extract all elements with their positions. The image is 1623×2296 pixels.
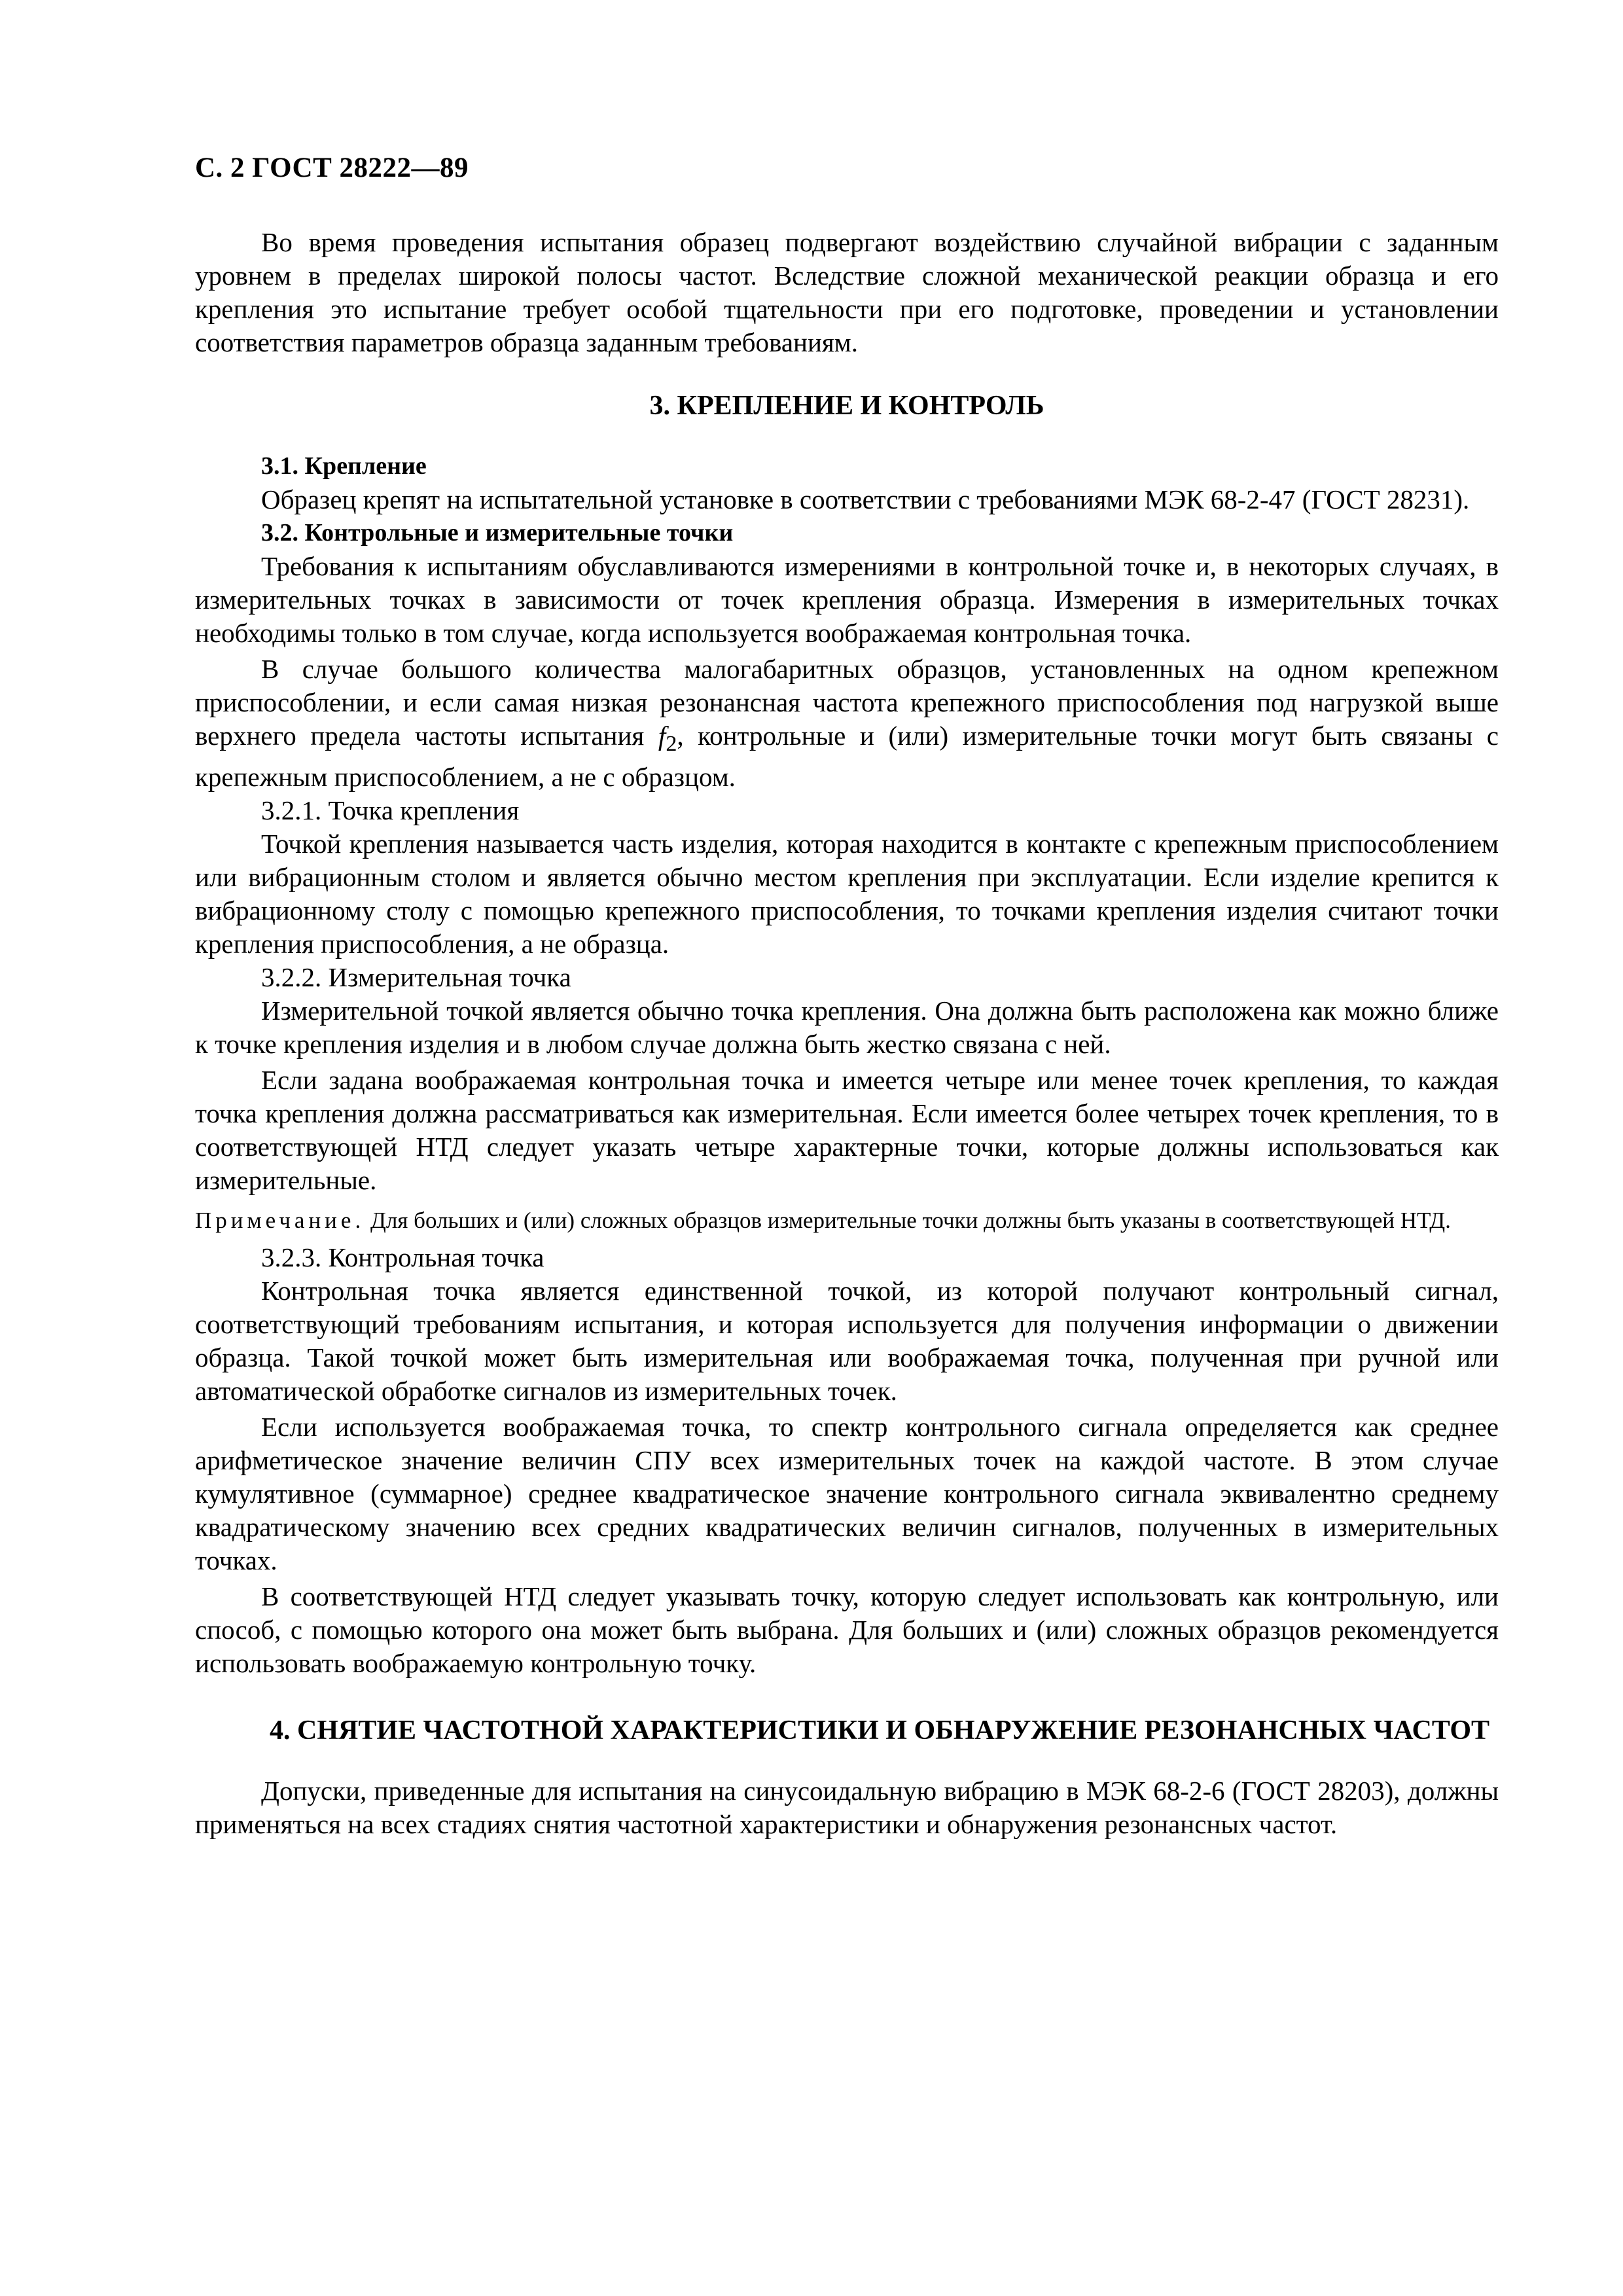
section-4-title: 4. СНЯТИЕ ЧАСТОТНОЙ ХАРАКТЕРИСТИКИ И ОБНАРУЖЕНИЕ РЕЗОНАНСНЫХ ЧАСТОТ bbox=[269, 1715, 1490, 1746]
subsection-3-2-3-paragraph-3: В соответствующей НТД следует указывать точку, которую следует использовать как контрольную, или способ, с помощью которого она может быть выбрана. Для больших и (или) сложных образцов рекомендуется использовать воображаемую контрольную точку. bbox=[195, 1581, 1499, 1679]
section-4-text: Допуски, приведенные для испытания на синусоидальную вибрацию в МЭК 68-2-6 (ГОСТ 28203), должны применяться на всех стадиях снятия частотной характеристики и обнаружения резонансных частот. bbox=[195, 1776, 1499, 1840]
paragraph-text: , контрольные и (или) измерительные точки могут быть связаны с крепежным приспособлением, а не с образцом. bbox=[195, 721, 1499, 793]
subsection-3-1-text: Образец крепят на испытательной установке в соответствии с требованиями МЭК 68-2-47 (ГОСТ 28231). bbox=[261, 484, 1470, 514]
subsection-3-2-title: 3.2. Контрольные и измерительные точки bbox=[261, 519, 734, 547]
subsection-3-2-2-title: 3.2.2. Измерительная точка bbox=[261, 962, 571, 993]
frequency-symbol: f bbox=[658, 721, 666, 751]
page-header: С. 2 ГОСТ 28222—89 bbox=[195, 152, 469, 183]
subsection-3-2-paragraph-2 bbox=[195, 653, 1499, 794]
subsection-3-2-3-paragraph-2: Если используется воображаемая точка, то спектр контрольного сигнала определяется как среднее арифметическое значение величин СПУ всех измерительных точек на каждой частоте. В этом случае кумулятивное (суммарное) среднее квадратическое значение контрольного сигнала эквивалентно среднему квадратическому значению всех средних квадратических величин сигналов, полученных в измерительных точках. bbox=[195, 1412, 1499, 1576]
subsection-3-2-paragraph-1: Требования к испытаниям обуславливаются измерениями в контрольной точке и, в некоторых случаях, в измерительных точках в зависимости от точек крепления образца. Измерения в измерительных точках необходимы только в том случае, когда используется воображаемая контрольная точка. bbox=[195, 551, 1499, 648]
paragraph-text: В случае большого количества малогабаритных образцов, установленных на одном крепежном приспособлении, и если самая низкая резонансная частота крепежного приспособления под нагрузкой выше верхнего предела частоты испытания bbox=[195, 654, 1499, 751]
note bbox=[195, 1206, 1499, 1234]
subsection-3-2-2-paragraph-2: Если задана воображаемая контрольная точка и имеется четыре или менее точек крепления, то каждая точка крепления должна рассматриваться как измерительная. Если имеется более четырех точек крепления, то в соответствующей НТД следует указать четыре характерные точки, которые должны использоваться как измерительные. bbox=[195, 1065, 1499, 1196]
subsection-3-2-2-paragraph-1: Измерительной точкой является обычно точка крепления. Она должна быть расположена как можно ближе к точке крепления изделия и в любом случае должна быть жестко связана с ней. bbox=[195, 996, 1499, 1060]
frequency-subscript: 2 bbox=[666, 732, 677, 757]
subsection-3-2-1-text: Точкой крепления называется часть изделия, которая находится в контакте с крепежным приспособлением или вибрационным столом и является обычно местом крепления при эксплуатации. Если изделие крепится к вибрационному столу с помощью крепежного приспособления, то точками крепления изделия считают точки крепления приспособления, а не образца. bbox=[195, 829, 1499, 960]
subsection-3-1-title: 3.1. Крепление bbox=[261, 452, 427, 480]
note-text: Для больших и (или) сложных образцов измерительные точки должны быть указаны в соответствующей НТД. bbox=[365, 1208, 1451, 1234]
subsection-3-2-3-title: 3.2.3. Контрольная точка bbox=[261, 1242, 544, 1273]
note-label: Примечание. bbox=[195, 1208, 365, 1234]
subsection-3-2-1-title: 3.2.1. Точка крепления bbox=[261, 795, 520, 826]
intro-paragraph: Во время проведения испытания образец подвергают воздействию случайной вибрации с заданным уровнем в пределах широкой полосы частот. Вследствие сложной механической реакции образца и его крепления это испытание требует особой тщательности при его подготовке, проведении и установлении соответствия параметров образца заданным требованиям. bbox=[195, 227, 1499, 357]
subsection-3-2-3-paragraph-1: Контрольная точка является единственной точкой, из которой получают контрольный сигнал, соответствующий требованиям испытания, и которая используется для получения информации о движении образца. Такой точкой может быть измерительная или воображаемая точка, полученная при ручной или автоматической обработке сигналов из измерительных точек. bbox=[195, 1276, 1499, 1407]
document-body bbox=[195, 226, 1499, 1841]
section-3-title: 3. КРЕПЛЕНИЕ И КОНТРОЛЬ bbox=[649, 391, 1044, 421]
